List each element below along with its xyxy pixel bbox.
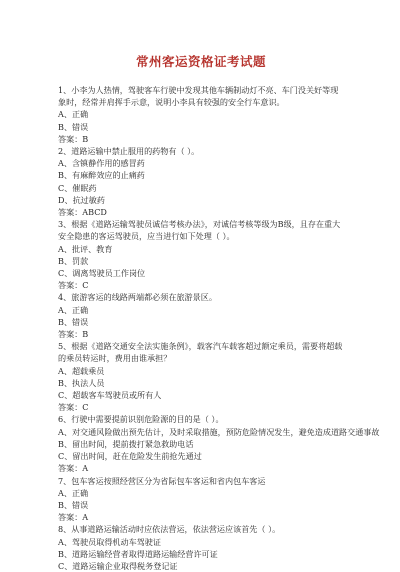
answer-option: A、含镇静作用的感冒药 [58,158,145,169]
question-stem: 8、从事道路运输活动时应依法营运，依法营运应该首先（ ）。 [58,524,281,535]
answer-option: B、执法人员 [58,377,105,388]
answer-key: 答案：A [58,512,89,523]
question-block [58,523,344,572]
question-block [58,218,344,291]
answer-option: C、超载客车驾驶员或所有人 [58,390,162,401]
answer-option: B、罚款 [58,255,89,266]
answer-key: 答案：A [58,463,89,474]
question-stem: 7、包车客运按照经营区分为省际包车客运和省内包车客运 [58,475,266,486]
answer-key: 答案：B [58,329,89,340]
question-stem: 5、根据《道路交通安全法实施条例》，载客汽车载客超过额定乘员，需要将超载的乘员转运时，费用由谁承担？ [58,341,343,364]
answer-option: B、道路运输经营者取得道路运输经营许可证 [58,548,218,559]
question-block [58,291,344,340]
answer-option: A、对交通风险做出预先估计，及时采取措施，预防危险情况发生，避免造成道路交通事故 [58,426,380,437]
question-block [58,413,380,474]
question-stem: 4、旅游客运的线路两端都必须在旅游景区。 [58,292,217,303]
answer-key: 答案：B [58,133,89,144]
answer-key: 答案：ABCD [58,207,107,218]
question-stem: 6、行驶中需要提前识别危险源的目的是（ ）。 [58,414,224,425]
answer-key: 答案：C [58,280,89,291]
answer-option: A、驾驶员取得机动车驾驶证 [58,536,161,547]
answer-option: A、正确 [58,109,89,120]
question-list [58,84,380,572]
answer-option: B、留出时间，提前拨打紧急救助电话 [58,438,194,449]
answer-option: B、错误 [58,316,89,327]
answer-option: C、留出时间，赶在危险发生前抢先通过 [58,451,202,462]
answer-option: B、错误 [58,499,89,510]
answer-option: C、催眠药 [58,182,97,193]
answer-option: C、道路运输企业取得税务登记证 [58,560,178,571]
answer-option: B、错误 [58,121,89,132]
question-block [58,475,344,524]
answer-option: C、调离驾驶员工作岗位 [58,268,146,279]
question-stem: 2、道路运输中禁止服用的药物有（ ）。 [58,146,200,157]
question-stem: 1、小李为人热情，驾驶客车行驶中发现其他车辆制动灯不亮、车门没关好等现象时，经常并肩挥手示意，说明小李具有较强的安全行车意识。 [58,85,339,108]
answer-option: A、批评、教育 [58,243,113,254]
answer-option: A、超载乘员 [58,365,105,376]
answer-option: A、正确 [58,304,89,315]
question-block [58,84,344,145]
question-stem: 3、根据《道路运输驾驶员诚信考核办法》，对诚信考核等级为B级，且存在重大安全隐患的客运驾驶员，应当进行如下处理（ ）。 [58,219,341,242]
answer-option: B、有麻醉效应的止痛药 [58,170,145,181]
answer-key: 答案：C [58,402,89,413]
question-block [58,145,344,218]
document-title: 常州客运资格证考试题 [135,54,266,69]
answer-option: A、正确 [58,487,89,498]
answer-option: D、抗过敏药 [58,194,105,205]
question-block [58,340,344,413]
